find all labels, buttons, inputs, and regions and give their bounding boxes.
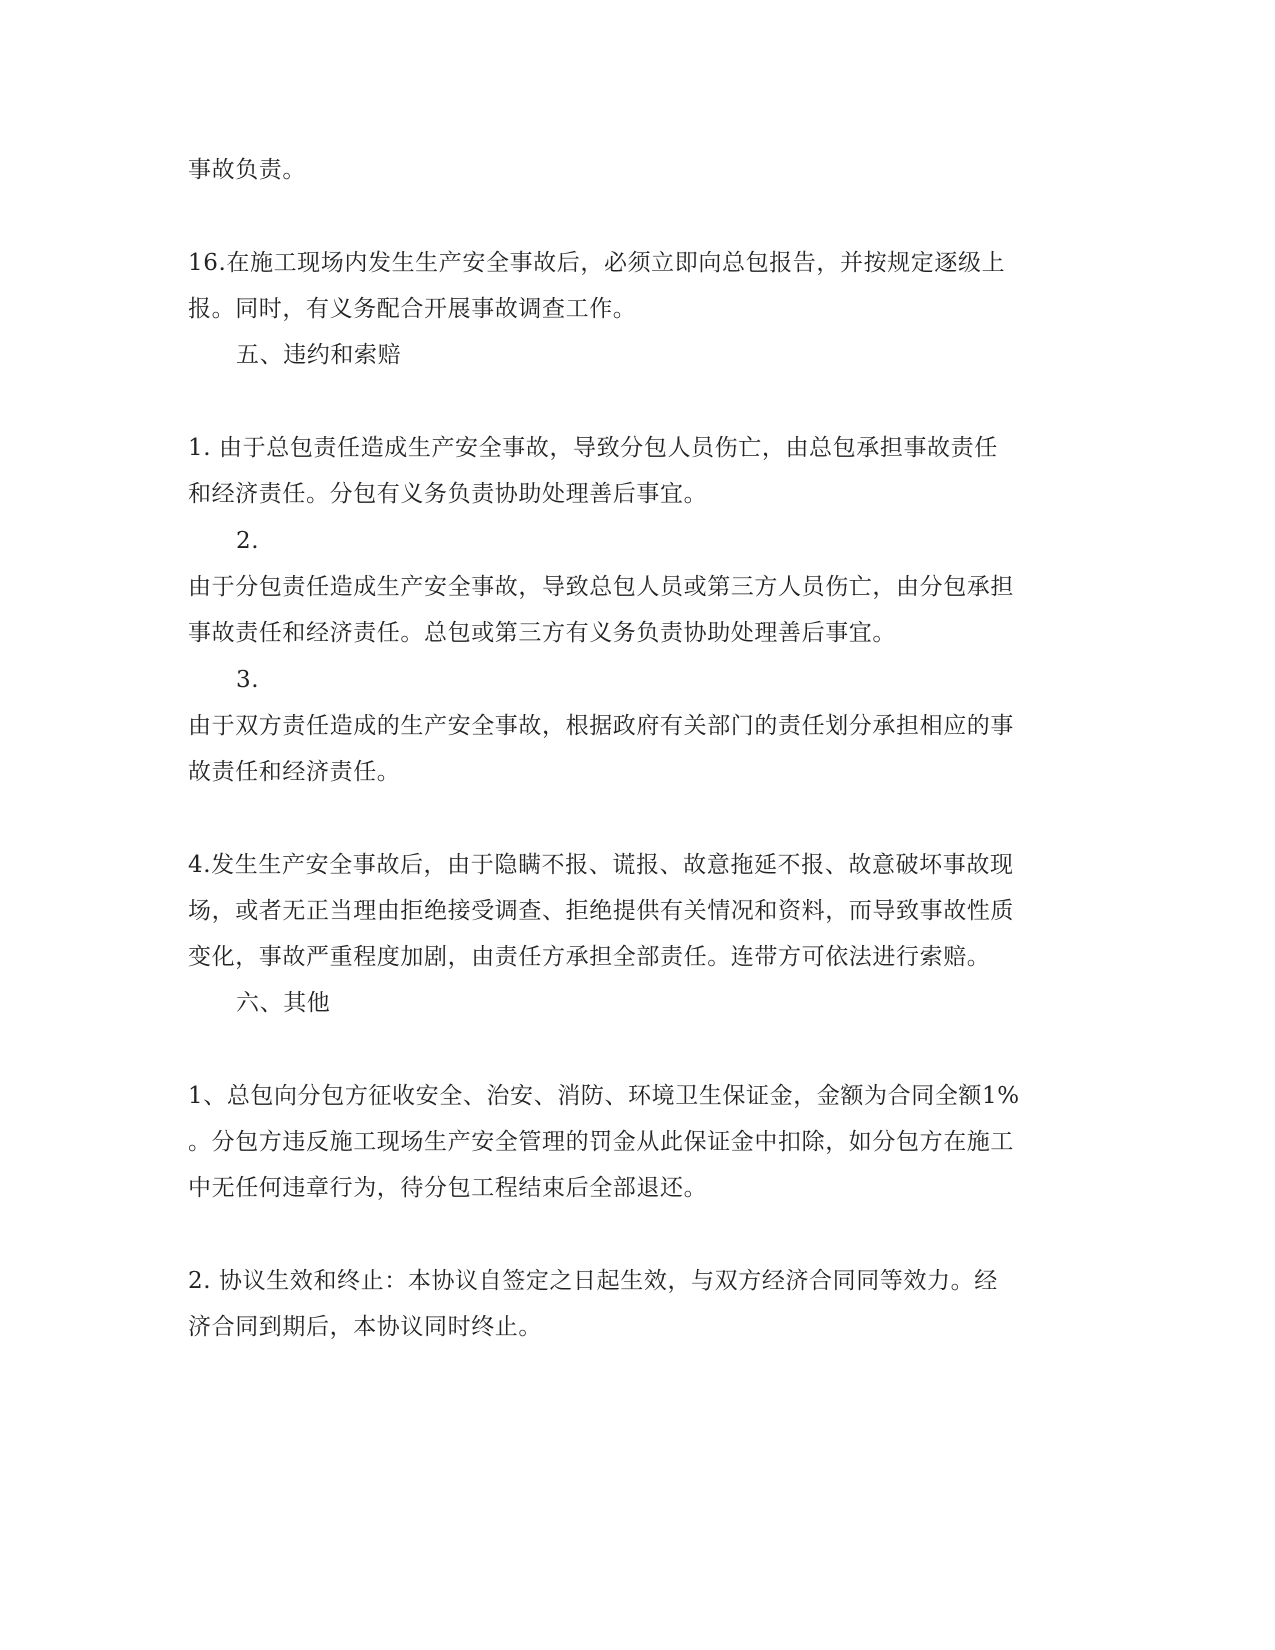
other-item-2-line-1: 2. 协议生效和终止：本协议自签定之日起生效，与双方经济合同同等效力。经	[188, 1268, 998, 1294]
other-item-1-line-3: 中无任何违章行为，待分包工程结束后全部退还。	[188, 1175, 708, 1201]
other-item-2-line-2: 济合同到期后，本协议同时终止。	[188, 1314, 542, 1340]
breach-item-1-line-2: 和经济责任。分包有义务负责协助处理善后事宜。	[188, 481, 708, 507]
other-item-1-line-2: 。分包方违反施工现场生产安全管理的罚金从此保证金中扣除，如分包方在施工	[188, 1129, 1014, 1155]
text-line: 事故负责。	[188, 157, 306, 183]
breach-item-3-number: 3.	[236, 667, 260, 693]
section-heading-other: 六、其他	[236, 990, 331, 1016]
breach-item-4-line-1: 4.发生生产安全事故后，由于隐瞒不报、谎报、故意拖延不报、故意破坏事故现	[188, 852, 1014, 878]
breach-item-4-line-2: 场，或者无正当理由拒绝接受调查、拒绝提供有关情况和资料，而导致事故性质	[188, 898, 1014, 924]
breach-item-2-line-2: 事故责任和经济责任。总包或第三方有义务负责协助处理善后事宜。	[188, 620, 896, 646]
breach-item-3-line-1: 由于双方责任造成的生产安全事故，根据政府有关部门的责任划分承担相应的事	[188, 713, 1014, 739]
clause-16-line-2: 报。同时，有义务配合开展事故调查工作。	[188, 296, 637, 322]
other-item-1-line-1: 1、总包向分包方征收安全、治安、消防、环境卫生保证金，金额为合同全额1%	[188, 1083, 1020, 1109]
section-heading-breach-and-claims: 五、违约和索赔	[236, 342, 402, 368]
clause-16-line-1: 16.在施工现场内发生生产安全事故后，必须立即向总包报告，并按规定逐级上	[188, 250, 1006, 276]
breach-item-2-number: 2.	[236, 528, 260, 554]
breach-item-1-line-1: 1. 由于总包责任造成生产安全事故，导致分包人员伤亡，由总包承担事故责任	[188, 435, 998, 461]
breach-item-3-line-2: 故责任和经济责任。	[188, 759, 401, 785]
breach-item-2-line-1: 由于分包责任造成生产安全事故，导致总包人员或第三方人员伤亡，由分包承担	[188, 574, 1014, 600]
breach-item-4-line-3: 变化，事故严重程度加剧，由责任方承担全部责任。连带方可依法进行索赔。	[188, 944, 991, 970]
